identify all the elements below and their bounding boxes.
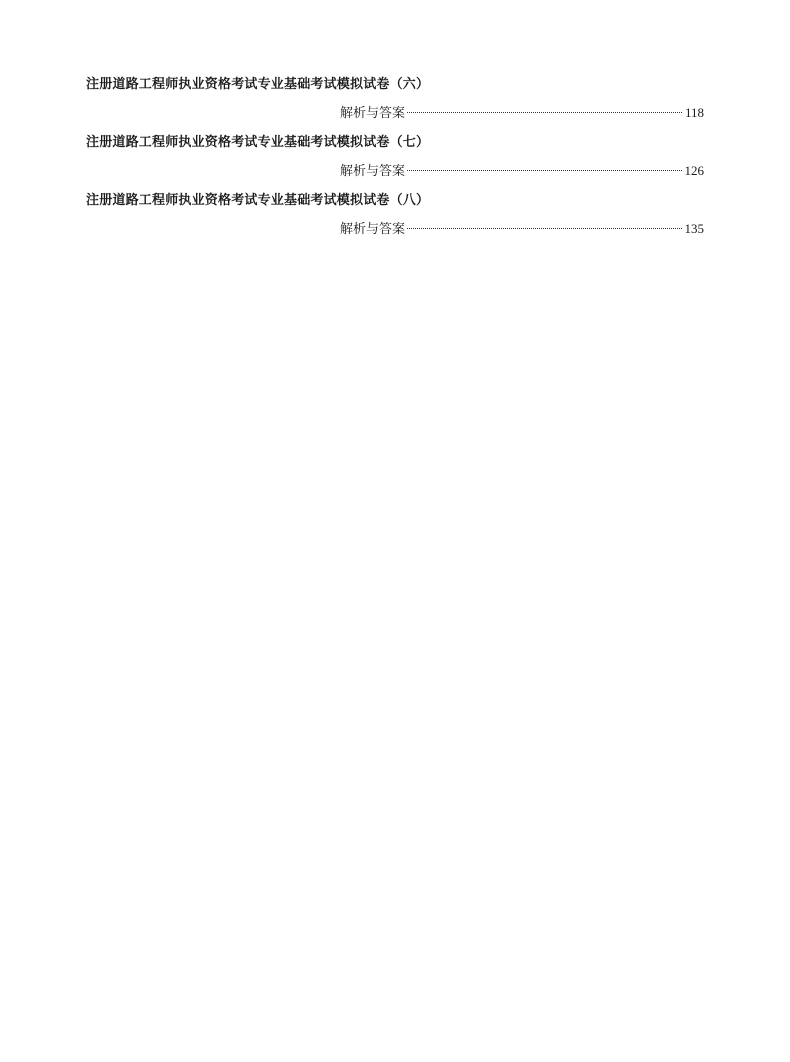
toc-subentry-label[interactable]: 解析与答案 xyxy=(340,222,406,237)
toc-page-number[interactable]: 126 xyxy=(684,163,704,178)
dot-leader xyxy=(407,228,681,229)
toc-entry-title[interactable]: 注册道路工程师执业资格考试专业基础考试模拟试卷（六） xyxy=(86,77,430,92)
toc-entry-title[interactable]: 注册道路工程师执业资格考试专业基础考试模拟试卷（八） xyxy=(86,193,430,208)
toc-subentry-label[interactable]: 解析与答案 xyxy=(340,164,406,179)
toc-subentry-label[interactable]: 解析与答案 xyxy=(340,106,406,121)
toc-subentry[interactable] xyxy=(340,218,704,240)
toc-entry xyxy=(86,74,704,124)
toc-subentry[interactable] xyxy=(340,102,704,124)
toc-page-number[interactable]: 118 xyxy=(684,105,704,120)
dot-leader xyxy=(407,112,682,113)
toc-entry xyxy=(86,132,704,182)
table-of-contents xyxy=(86,74,704,240)
dot-leader xyxy=(407,170,681,171)
toc-page-number[interactable]: 135 xyxy=(684,221,704,236)
toc-subentry[interactable] xyxy=(340,160,704,182)
toc-entry xyxy=(86,190,704,240)
toc-entry-title[interactable]: 注册道路工程师执业资格考试专业基础考试模拟试卷（七） xyxy=(86,135,430,150)
